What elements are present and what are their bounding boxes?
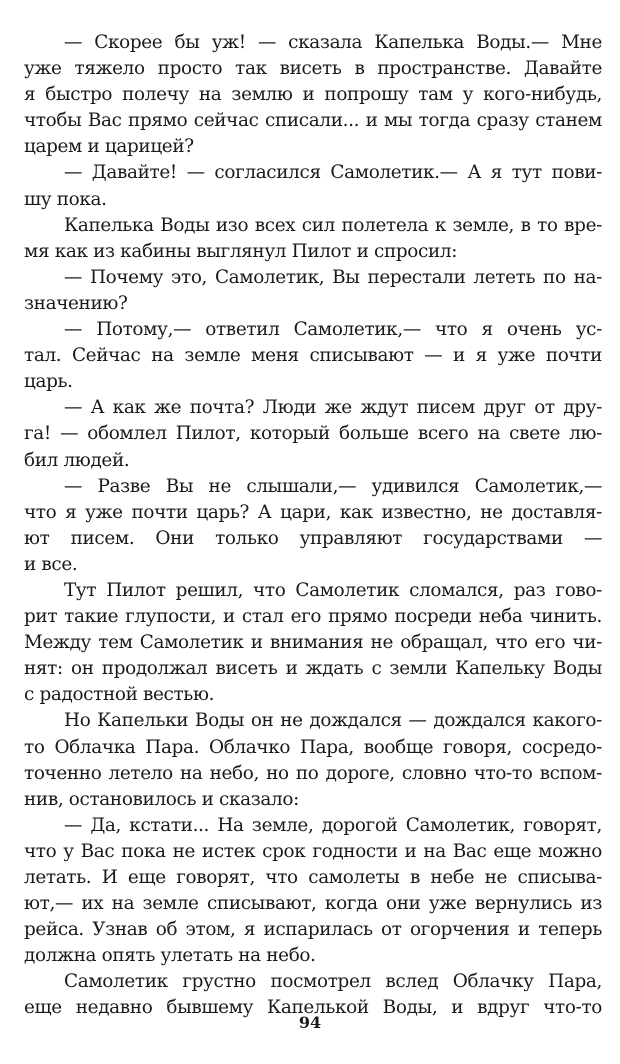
text-line: уже тяжело просто так висеть в пространстве. Давайте xyxy=(24,58,602,80)
text-line: ют,— их на земле списывают, когда они уже вернулись из xyxy=(24,893,602,915)
text-line: летать. И еще говорят, что самолеты в небе не списыва- xyxy=(24,867,602,888)
text-line: — Разве Вы не слышали,— удивился Самолетик,— xyxy=(64,475,602,497)
text-line: Тут Пилот решил, что Самолетик сломался, раз гово- xyxy=(64,579,602,601)
text-line: чтобы Вас прямо сейчас списали... и мы тогда сразу станем xyxy=(24,110,602,132)
text-line: — А как же почта? Люди же ждут писем друг от дру- xyxy=(64,397,602,419)
text-line: царем и царицей? xyxy=(24,136,194,158)
text-line: что у Вас пока не истек срок годности и на Вас еще можно xyxy=(24,840,602,862)
text-line: то Облачка Пара. Облачко Пара, вообще говоря, сосредо- xyxy=(24,736,602,758)
text-line: бил людей. xyxy=(24,449,130,471)
text-line: должна опять улетать на небо. xyxy=(24,945,316,967)
text-line: рит такие глупости, и стал его прямо посреди неба чинить. xyxy=(24,606,602,628)
text-line: рейса. Узнав об этом, я испарилась от огорчения и теперь xyxy=(24,919,602,941)
text-line: значению? xyxy=(24,292,128,314)
text-line: нят: он продолжал висеть и ждать с земли Капельку Воды xyxy=(24,658,602,680)
text-line: нив, остановилось и сказало: xyxy=(24,788,299,810)
body-text xyxy=(24,30,602,1022)
text-line: мя как из кабины выглянул Пилот и спросил: xyxy=(24,240,458,262)
text-line: что я уже почти царь? А цари, как известно, не доставля- xyxy=(24,501,602,523)
text-line: Между тем Самолетик и внимания не обращал, что его чи- xyxy=(24,632,602,654)
text-line: — Потому,— ответил Самолетик,— что я очень ус- xyxy=(64,319,602,341)
text-line: га! — обомлел Пилот, который больше всего на свете лю- xyxy=(24,423,602,445)
text-line: с радостной вестью. xyxy=(24,684,215,706)
text-line: точенно летело на небо, но по дороге, словно что-то вспом- xyxy=(24,762,602,784)
text-line: шу пока. xyxy=(24,188,107,210)
text-line: — Да, кстати... На земле, дорогой Самолетик, говорят, xyxy=(64,814,602,836)
text-line: тал. Сейчас на земле меня списывают — и я уже почти xyxy=(24,345,602,367)
text-line: еще недавно бывшему Капелькой Воды, и вдруг что-то xyxy=(24,997,602,1019)
text-line: царь. xyxy=(24,371,73,393)
text-line: — Почему это, Самолетик, Вы перестали лететь по на- xyxy=(64,266,602,288)
text-line: и все. xyxy=(24,553,78,575)
text-line: ют писем. Они только управляют государствами — xyxy=(24,527,602,549)
page-number: 94 xyxy=(298,1013,322,1032)
text-line: — Давайте! — согласился Самолетик.— А я тут пови- xyxy=(64,162,602,184)
text-line: — Скорее бы уж! — сказала Капелька Воды.— Мне xyxy=(64,32,602,53)
text-line: Капелька Воды изо всех сил полетела к земле, в то вре- xyxy=(64,214,602,236)
text-line: Самолетик грустно посмотрел вслед Облачку Пара, xyxy=(64,971,602,993)
text-line: я быстро полечу на землю и попрошу там у кого-нибудь, xyxy=(24,84,602,106)
text-line: Но Капельки Воды он не дождался — дождался какого- xyxy=(64,710,602,732)
